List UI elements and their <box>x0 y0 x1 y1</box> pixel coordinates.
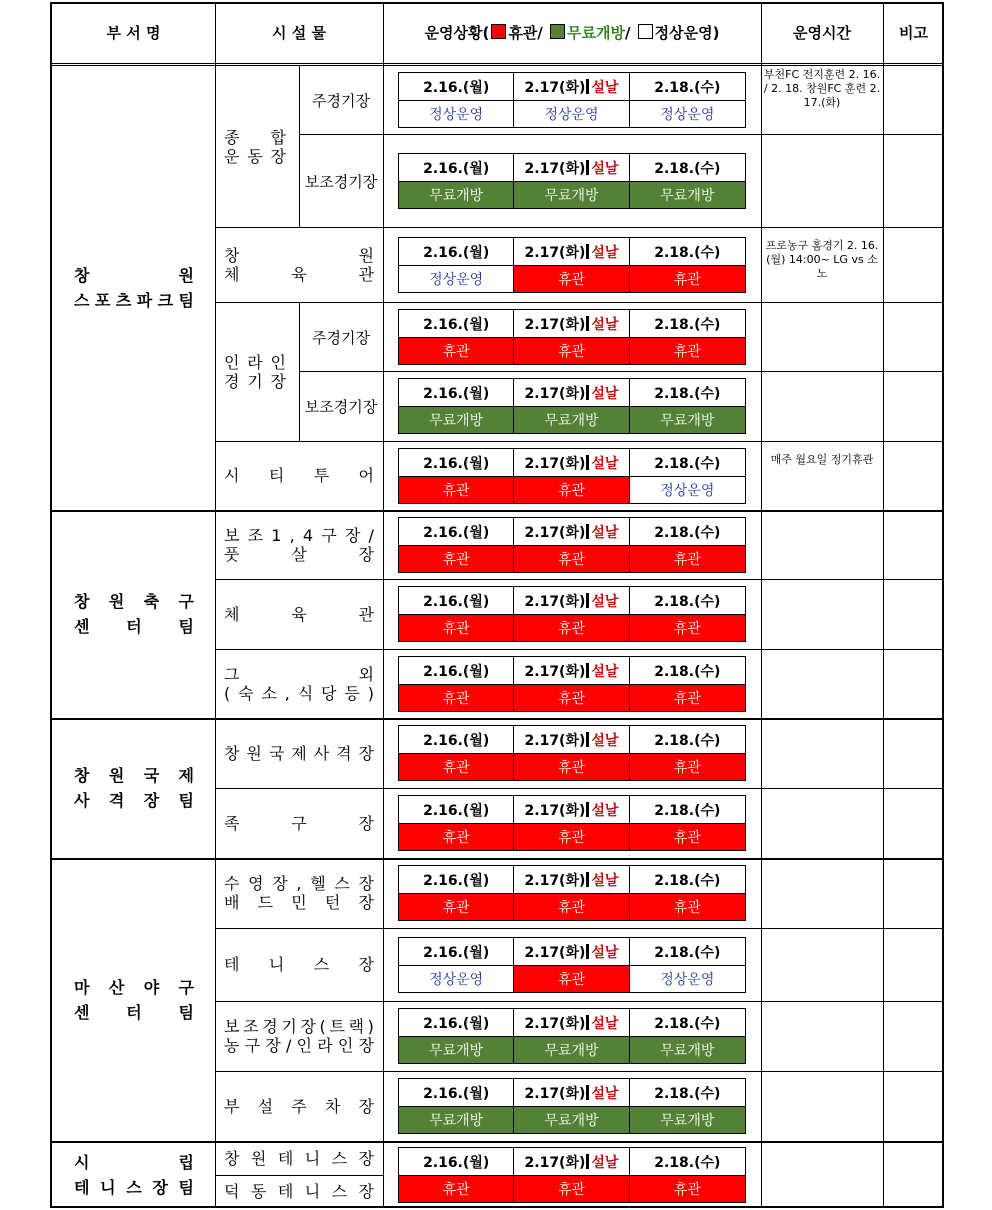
date-cell <box>514 310 629 338</box>
holiday-marker <box>586 160 589 175</box>
holiday-marker <box>586 244 589 259</box>
status-cell: 휴관 <box>630 1176 745 1202</box>
status-grid <box>398 937 746 993</box>
date-cell: 2.18.(수) <box>630 310 745 338</box>
date-cell: 2.16.(월) <box>399 866 514 894</box>
status-cell: 휴관 <box>630 546 745 572</box>
status-cell: 휴관 <box>630 338 745 364</box>
facility-status-table <box>50 2 944 1208</box>
date-text: 2.17(화) <box>524 455 586 472</box>
holiday-marker <box>586 872 589 887</box>
holiday-marker <box>586 1154 589 1169</box>
status-grid <box>398 1078 746 1134</box>
status-cell: 휴관 <box>399 894 514 920</box>
date-cell <box>514 796 629 824</box>
date-text: 2.17(화) <box>524 593 586 610</box>
date-cell <box>514 154 629 182</box>
status-cell: 휴관 <box>514 966 629 992</box>
date-cell: 2.18.(수) <box>630 866 745 894</box>
status-cell: 휴관 <box>399 615 514 641</box>
holiday-label: 설날 <box>591 160 619 177</box>
status-grid <box>398 656 746 712</box>
holiday-label: 설날 <box>591 663 619 680</box>
status-cell: 무료개방 <box>514 407 629 433</box>
header-hours: 운영시간 <box>793 24 851 42</box>
date-cell <box>514 587 629 615</box>
holiday-marker <box>586 1015 589 1030</box>
holiday-marker <box>586 663 589 678</box>
date-text: 2.17(화) <box>524 802 586 819</box>
date-cell: 2.16.(월) <box>399 238 514 266</box>
status-cell: 휴관 <box>630 685 745 711</box>
facility-inline-rink: 인 라 인 경 기 장 <box>224 352 286 391</box>
status-cell: 무료개방 <box>399 1037 514 1063</box>
date-cell: 2.16.(월) <box>399 518 514 546</box>
holiday-marker <box>586 944 589 959</box>
date-text: 2.17(화) <box>524 244 586 261</box>
status-cell: 휴관 <box>514 477 629 503</box>
holiday-label: 설날 <box>591 1154 619 1171</box>
status-grid <box>398 1147 746 1203</box>
sub-facility-3: 주경기장 <box>312 328 370 347</box>
status-cell: 정상운영 <box>399 966 514 992</box>
status-cell: 휴관 <box>514 546 629 572</box>
date-cell <box>514 518 629 546</box>
status-cell: 휴관 <box>630 615 745 641</box>
status-cell: 무료개방 <box>630 407 745 433</box>
status-cell: 정상운영 <box>514 101 629 127</box>
holiday-marker <box>586 316 589 331</box>
status-cell: 휴관 <box>630 266 745 292</box>
date-cell: 2.16.(월) <box>399 657 514 685</box>
holiday-marker <box>586 79 589 94</box>
date-cell: 2.16.(월) <box>399 449 514 477</box>
date-text: 2.17(화) <box>524 79 586 96</box>
holiday-marker <box>586 385 589 400</box>
date-cell: 2.16.(월) <box>399 1009 514 1037</box>
status-cell: 휴관 <box>514 685 629 711</box>
facility-track-basketball-inline: 보 조 경 기 장 ( 트 랙 ) 농 구 장 / 인 라 인 장 <box>224 1017 374 1055</box>
date-cell <box>514 1009 629 1037</box>
date-text: 2.17(화) <box>524 1154 586 1171</box>
date-cell <box>514 866 629 894</box>
status-cell: 휴관 <box>514 754 629 780</box>
status-grid <box>398 448 746 504</box>
date-cell <box>514 938 629 966</box>
status-cell: 휴관 <box>514 266 629 292</box>
date-cell: 2.18.(수) <box>630 238 745 266</box>
status-cell: 휴관 <box>630 894 745 920</box>
date-cell: 2.18.(수) <box>630 154 745 182</box>
status-cell: 휴관 <box>399 824 514 850</box>
holiday-marker <box>586 524 589 539</box>
legend-closed-label: 휴관 <box>508 24 538 42</box>
holiday-label: 설날 <box>591 79 619 96</box>
status-cell: 무료개방 <box>630 1107 745 1133</box>
date-cell <box>514 726 629 754</box>
holiday-marker <box>586 1085 589 1100</box>
header-status: 운영상황( 휴관/ 무료개방/ 정상운영) <box>424 24 720 42</box>
status-grid <box>398 586 746 642</box>
date-cell: 2.16.(월) <box>399 796 514 824</box>
date-text: 2.17(화) <box>524 524 586 541</box>
date-cell <box>514 73 629 101</box>
holiday-label: 설날 <box>591 872 619 889</box>
header-dept: 부 서 명 <box>106 24 161 42</box>
status-cell: 휴관 <box>399 685 514 711</box>
facility-stadium: 종 합 운 동 장 <box>224 127 286 166</box>
status-cell: 휴관 <box>630 754 745 780</box>
status-cell: 휴관 <box>630 824 745 850</box>
status-grid <box>398 378 746 434</box>
status-grid <box>398 795 746 851</box>
date-cell <box>514 449 629 477</box>
facility-changwon-gym: 창 원 체 육 관 <box>224 245 374 284</box>
status-grid <box>398 309 746 365</box>
date-cell: 2.16.(월) <box>399 726 514 754</box>
holiday-label: 설날 <box>591 944 619 961</box>
date-cell: 2.18.(수) <box>630 518 745 546</box>
legend-closed-swatch <box>491 24 506 39</box>
status-grid <box>398 865 746 921</box>
holiday-marker <box>586 593 589 608</box>
holiday-label: 설날 <box>591 316 619 333</box>
dept-changwon-football-center: 창 원 축 구 센 터 팀 <box>74 592 194 636</box>
header-status-suffix: ) <box>712 24 720 42</box>
status-grid <box>398 72 746 128</box>
status-cell: 휴관 <box>514 894 629 920</box>
status-cell: 정상운영 <box>630 966 745 992</box>
date-text: 2.17(화) <box>524 663 586 680</box>
date-text: 2.17(화) <box>524 160 586 177</box>
header-status-prefix: 운영상황( <box>424 24 490 42</box>
status-cell: 무료개방 <box>514 182 629 208</box>
holiday-label: 설날 <box>591 385 619 402</box>
status-cell: 정상운영 <box>399 266 514 292</box>
date-cell <box>514 379 629 407</box>
legend-normal-swatch <box>638 24 653 39</box>
date-cell <box>514 1079 629 1107</box>
dept-changwon-shooting-range: 창 원 국 제 사 격 장 팀 <box>74 766 194 810</box>
sub-facility-1: 보조경기장 <box>304 172 378 191</box>
status-cell: 무료개방 <box>514 1037 629 1063</box>
date-cell: 2.18.(수) <box>630 938 745 966</box>
date-text: 2.17(화) <box>524 732 586 749</box>
date-cell: 2.18.(수) <box>630 1079 745 1107</box>
holiday-label: 설날 <box>591 732 619 749</box>
dept-masan-baseball-center: 마 산 야 구 센 터 팀 <box>74 977 194 1022</box>
status-grid <box>398 725 746 781</box>
date-cell: 2.18.(수) <box>630 796 745 824</box>
status-grid <box>398 517 746 573</box>
status-grid <box>398 1008 746 1064</box>
date-cell: 2.16.(월) <box>399 938 514 966</box>
header-facility: 시 설 물 <box>272 24 326 42</box>
dept-changwon-sportspark: 창 원 스 포 츠 파 크 팀 <box>74 266 194 310</box>
status-grid <box>398 153 746 209</box>
holiday-marker <box>586 802 589 817</box>
facility-others: 그 외 ( 숙 소 , 식 당 등 ) <box>224 664 374 703</box>
date-text: 2.17(화) <box>524 872 586 889</box>
date-cell: 2.16.(월) <box>399 1079 514 1107</box>
legend-free-swatch <box>550 24 565 39</box>
facility-parking: 부 설 주 차 장 <box>224 1096 374 1116</box>
date-cell: 2.18.(수) <box>630 657 745 685</box>
holiday-marker <box>586 455 589 470</box>
status-cell: 휴관 <box>514 1176 629 1202</box>
facility-football-gym: 체 육 관 <box>224 604 374 624</box>
facility-shooting-range: 창 원 국 제 사 격 장 <box>224 743 374 763</box>
date-cell: 2.18.(수) <box>630 587 745 615</box>
facility-jokgu-court: 족 구 장 <box>224 813 374 833</box>
sub-facility-4: 보조경기장 <box>304 398 378 416</box>
holiday-label: 설날 <box>591 524 619 541</box>
holiday-label: 설날 <box>591 1015 619 1032</box>
date-text: 2.17(화) <box>524 944 586 961</box>
status-cell: 무료개방 <box>399 407 514 433</box>
date-cell: 2.16.(월) <box>399 587 514 615</box>
status-cell: 무료개방 <box>399 182 514 208</box>
facility-changwon-tennis: 창 원 테 니 스 장 <box>224 1148 374 1168</box>
status-cell: 무료개방 <box>399 1107 514 1133</box>
status-cell: 무료개방 <box>630 1037 745 1063</box>
date-cell: 2.18.(수) <box>630 73 745 101</box>
operating-hours-note: 프로농구 홈경기 2. 16.(월) 14:00~ LG vs 소노 <box>765 239 879 280</box>
holiday-label: 설날 <box>591 1085 619 1102</box>
holiday-marker <box>586 732 589 747</box>
facility-masan-tennis: 테 니 스 장 <box>224 955 374 974</box>
date-text: 2.17(화) <box>524 1085 586 1102</box>
date-cell: 2.18.(수) <box>630 449 745 477</box>
status-cell: 휴관 <box>399 1176 514 1202</box>
status-cell: 정상운영 <box>399 101 514 127</box>
dept-city-tennis: 시 립 테 니 스 장 팀 <box>74 1152 194 1197</box>
date-text: 2.17(화) <box>524 316 586 333</box>
date-cell: 2.16.(월) <box>399 73 514 101</box>
status-cell: 정상운영 <box>630 477 745 503</box>
facility-pool-gym-badminton: 수 영 장 , 헬 스 장 배 드 민 턴 장 <box>224 874 374 912</box>
status-cell: 휴관 <box>399 546 514 572</box>
status-cell: 휴관 <box>399 754 514 780</box>
legend-free-label: 무료개방 <box>567 24 625 42</box>
date-cell: 2.16.(월) <box>399 310 514 338</box>
date-cell: 2.18.(수) <box>630 379 745 407</box>
date-text: 2.17(화) <box>524 1015 586 1032</box>
operating-hours-note: 부천FC 전지훈련 2. 16. / 2. 18. 창원FC 훈련 2. 17.(화) <box>763 68 881 109</box>
date-cell <box>514 238 629 266</box>
status-cell: 무료개방 <box>514 1107 629 1133</box>
date-cell: 2.18.(수) <box>630 1009 745 1037</box>
date-cell: 2.16.(월) <box>399 154 514 182</box>
status-cell: 무료개방 <box>630 182 745 208</box>
date-cell: 2.16.(월) <box>399 379 514 407</box>
holiday-label: 설날 <box>591 455 619 472</box>
sub-facility-0: 주경기장 <box>312 92 370 110</box>
status-cell: 휴관 <box>514 338 629 364</box>
facility-deokdong-tennis: 덕 동 테 니 스 장 <box>224 1182 374 1201</box>
status-grid <box>398 237 746 293</box>
holiday-label: 설날 <box>591 593 619 610</box>
header-remarks: 비고 <box>899 24 928 42</box>
status-cell: 휴관 <box>399 338 514 364</box>
status-cell: 휴관 <box>514 615 629 641</box>
holiday-label: 설날 <box>591 802 619 819</box>
holiday-label: 설날 <box>591 244 619 261</box>
date-cell <box>514 657 629 685</box>
status-cell: 휴관 <box>514 824 629 850</box>
date-cell: 2.16.(월) <box>399 1148 514 1176</box>
status-cell: 휴관 <box>399 477 514 503</box>
facility-aux-field-futsal: 보 조 1 , 4 구 장 / 풋 살 장 <box>224 525 374 564</box>
operating-hours-note: 매주 월요일 정기휴관 <box>770 453 874 466</box>
status-cell: 정상운영 <box>630 101 745 127</box>
facility-city-tour: 시 티 투 어 <box>224 466 374 485</box>
date-cell: 2.18.(수) <box>630 1148 745 1176</box>
date-text: 2.17(화) <box>524 385 586 402</box>
legend-normal-label: 정상운영 <box>654 24 713 42</box>
date-cell: 2.18.(수) <box>630 726 745 754</box>
date-cell <box>514 1148 629 1176</box>
